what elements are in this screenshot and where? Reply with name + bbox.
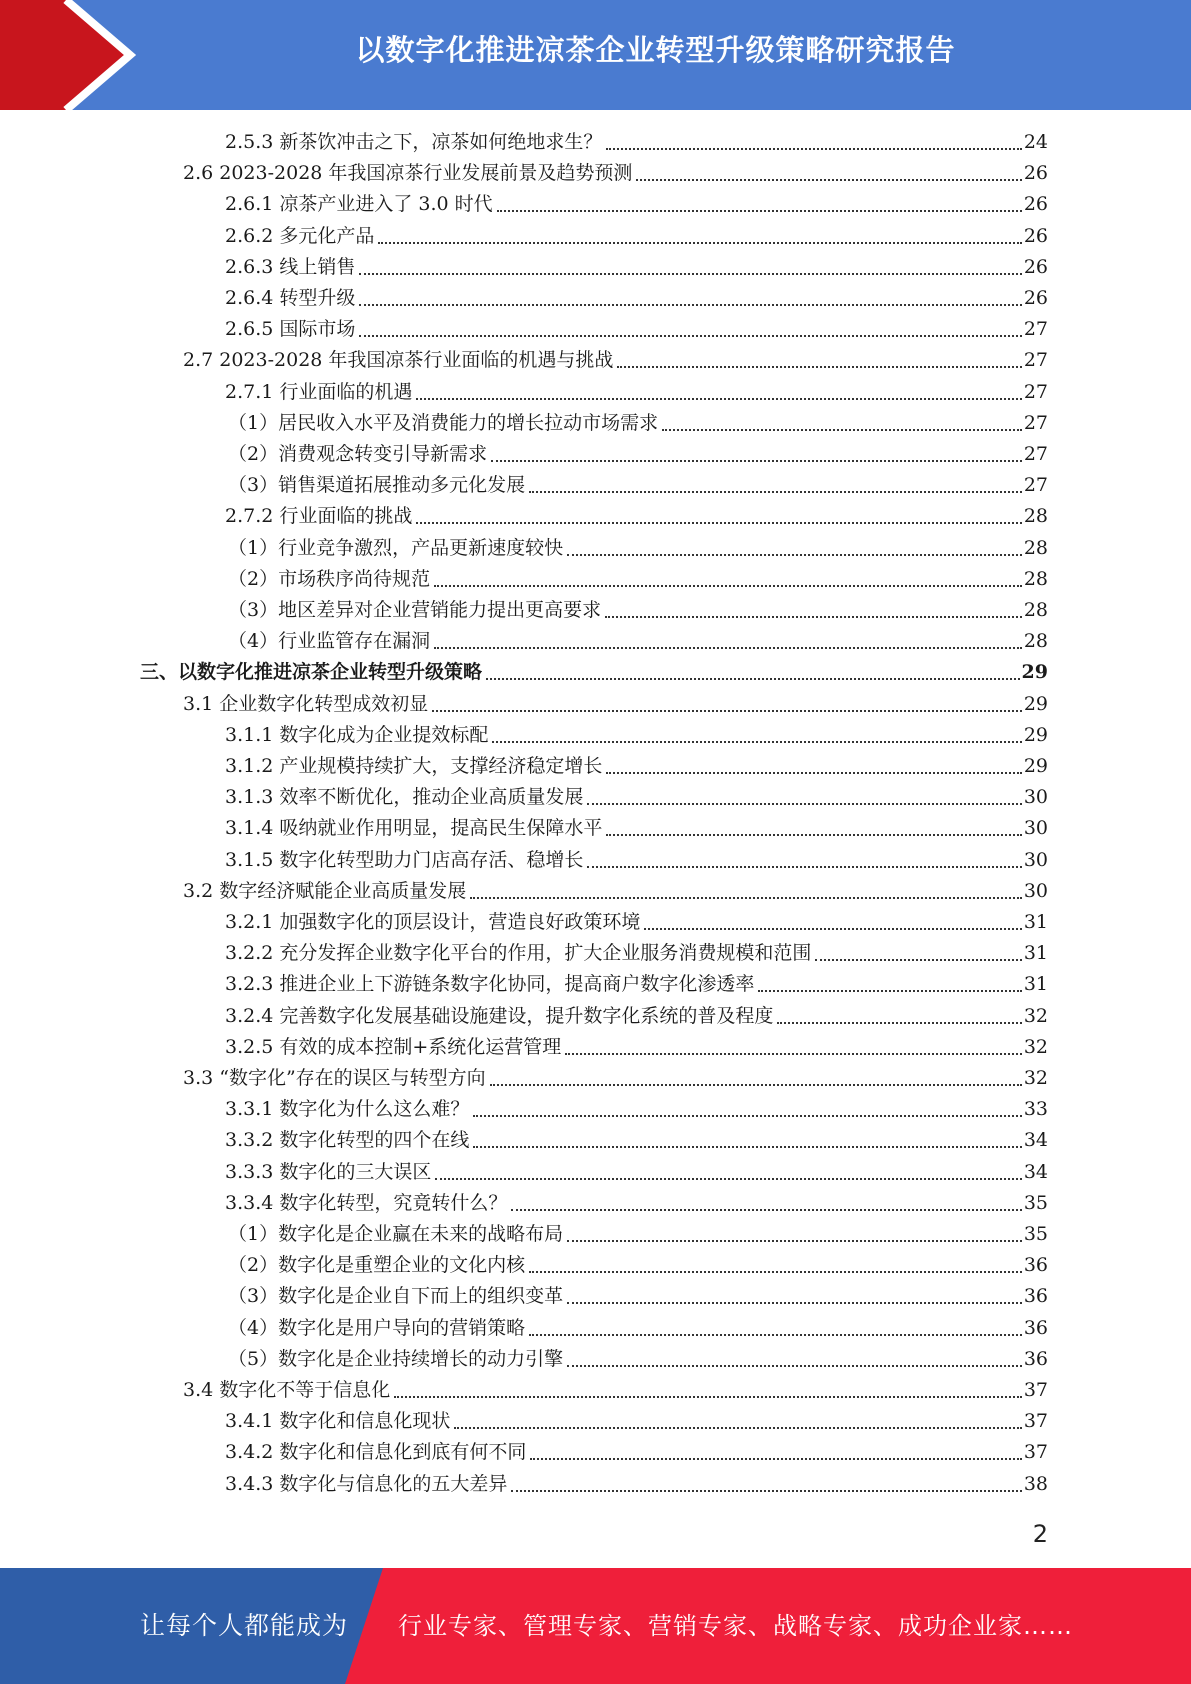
toc-entry-label: 三、以数字化推进凉茶企业转型升级策略	[140, 661, 483, 684]
toc-entry-page: 32	[1023, 1035, 1048, 1058]
toc-entry-label: （4）行业监管存在漏洞	[228, 630, 431, 653]
toc-entry[interactable]	[225, 314, 1048, 345]
toc-entry-label: （1）行业竞争激烈，产品更新速度较快	[228, 536, 564, 559]
toc-entry-page: 30	[1023, 848, 1048, 871]
toc-entry-label: （3）销售渠道拓展推动多元化发展	[228, 474, 526, 497]
toc-entry[interactable]	[225, 907, 1048, 938]
toc-leader-dots	[432, 710, 1022, 712]
toc-leader-dots	[486, 678, 1020, 680]
toc-leader-dots	[470, 897, 1022, 899]
toc-leader-dots	[473, 1115, 1021, 1117]
toc-entry-page: 34	[1023, 1160, 1048, 1183]
toc-leader-dots	[530, 1458, 1021, 1460]
toc-entry-label: 3.2.3 推进企业上下游链条数字化协同，提高商户数字化渗透率	[225, 973, 755, 996]
page-footer	[0, 1568, 1191, 1684]
toc-entry-label: 3.4.3 数字化与信息化的五大差异	[225, 1472, 508, 1495]
toc-entry[interactable]	[225, 969, 1048, 1000]
toc-entry-page: 36	[1023, 1347, 1048, 1370]
toc-entry-page: 26	[1023, 287, 1048, 309]
toc-entry[interactable]	[183, 1375, 1048, 1406]
toc-entry-page: 30	[1023, 817, 1048, 840]
toc-leader-dots	[529, 1334, 1022, 1336]
toc-entry-page: 28	[1023, 599, 1048, 621]
footer-slogan-right: 行业专家、管理专家、营销专家、战略专家、成功企业家……	[398, 1612, 1073, 1640]
toc-entry-page: 27	[1023, 474, 1048, 497]
toc-entry-label: （5）数字化是企业持续增长的动力引擎	[228, 1347, 564, 1370]
toc-entry-label: 2.6.4 转型升级	[225, 287, 356, 309]
toc-leader-dots	[644, 928, 1021, 930]
toc-leader-dots	[565, 1053, 1022, 1055]
toc-entry[interactable]	[183, 1063, 1048, 1094]
toc-entry-page: 28	[1023, 630, 1048, 653]
toc-entry-page: 37	[1023, 1379, 1048, 1401]
toc-entry-page: 30	[1023, 879, 1048, 902]
toc-entry-page: 26	[1023, 255, 1048, 278]
toc-entry-page: 30	[1023, 786, 1048, 809]
toc-entry-label: 3.3.3 数字化的三大误区	[225, 1160, 432, 1183]
toc-leader-dots	[416, 398, 1021, 400]
toc-entry[interactable]	[228, 564, 1048, 595]
toc-entry-label: 3.2 数字经济赋能企业高质量发展	[183, 879, 467, 902]
toc-entry-page: 36	[1023, 1285, 1048, 1308]
toc-entry-label: 3.4.1 数字化和信息化现状	[225, 1410, 451, 1433]
toc-entry[interactable]	[183, 345, 1048, 376]
toc-leader-dots	[567, 1302, 1022, 1304]
toc-leader-dots	[359, 273, 1021, 275]
toc-leader-dots	[359, 304, 1021, 306]
toc-leader-dots	[511, 1209, 1021, 1211]
toc-entry[interactable]	[225, 938, 1048, 969]
toc-leader-dots	[606, 148, 1021, 150]
toc-entry-label: 3.1.3 效率不断优化，推动企业高质量发展	[225, 786, 584, 809]
toc-leader-dots	[378, 242, 1021, 244]
toc-entry-page: 28	[1023, 567, 1048, 590]
toc-entry-label: 3.3.4 数字化转型，究竟转什么？	[225, 1191, 508, 1214]
toc-entry-label: 3.2.4 完善数字化发展基础设施建设，提升数字化系统的普及程度	[225, 1004, 774, 1027]
toc-entry-label: 3.3 “数字化”存在的误区与转型方向	[183, 1067, 486, 1089]
toc-leader-dots	[529, 491, 1022, 493]
toc-entry[interactable]	[225, 127, 1048, 158]
toc-entry[interactable]	[225, 501, 1048, 532]
page-header	[0, 0, 1191, 110]
toc-entry-label: 3.2.1 加强数字化的顶层设计，营造良好政策环境	[225, 911, 641, 933]
footer-slogan-left: 让每个人都能成为	[140, 1611, 349, 1640]
toc-entry-page: 38	[1023, 1472, 1048, 1495]
toc-entry[interactable]	[183, 158, 1048, 189]
toc-leader-dots	[606, 834, 1021, 836]
toc-leader-dots	[359, 335, 1021, 337]
toc-entry-label: （3）数字化是企业自下而上的组织变革	[228, 1285, 564, 1308]
toc-entry-label: 3.2.2 充分发挥企业数字化平台的作用，扩大企业服务消费规模和范围	[225, 942, 812, 965]
toc-entry[interactable]	[228, 533, 1048, 564]
toc-entry-page: 31	[1023, 942, 1048, 965]
report-title: 以数字化推进凉茶企业转型升级策略研究报告	[355, 33, 956, 67]
toc-entry[interactable]	[228, 1281, 1048, 1312]
toc-entry-label: 2.6 2023-2028 年我国凉茶行业发展前景及趋势预测	[183, 162, 633, 185]
toc-entry[interactable]	[228, 439, 1048, 470]
toc-leader-dots	[587, 803, 1021, 805]
toc-entry[interactable]	[225, 1001, 1048, 1032]
toc-entry-page: 31	[1023, 973, 1048, 996]
toc-entry-label: 2.6.2 多元化产品	[225, 224, 375, 247]
toc-leader-dots	[511, 1490, 1021, 1492]
toc-entry[interactable]	[183, 689, 1048, 720]
toc-entry[interactable]	[225, 1125, 1048, 1156]
toc-entry-label: （2）市场秩序尚待规范	[228, 567, 431, 590]
toc-entry-label: 3.2.5 有效的成本控制+系统化运营管理	[225, 1035, 562, 1058]
toc-entry-label: 3.1.1 数字化成为企业提效标配	[225, 723, 489, 746]
toc-entry-page: 32	[1023, 1067, 1048, 1089]
toc-leader-dots	[606, 772, 1021, 774]
toc-entry-label: 2.5.3 新茶饮冲击之下，凉茶如何绝地求生？	[225, 131, 603, 153]
toc-entry[interactable]	[225, 252, 1048, 283]
toc-leader-dots	[758, 990, 1021, 992]
toc-entry-page: 26	[1023, 162, 1048, 185]
toc-entry-page: 35	[1023, 1223, 1048, 1245]
toc-entry[interactable]	[225, 377, 1048, 408]
toc-leader-dots	[434, 647, 1022, 649]
toc-entry-label: 3.1.4 吸纳就业作用明显，提高民生保障水平	[225, 817, 603, 840]
toc-leader-dots	[490, 1084, 1022, 1086]
toc-entry-label: （3）地区差异对企业营销能力提出更高要求	[228, 599, 602, 621]
toc-leader-dots	[435, 1178, 1021, 1180]
toc-entry-label: 3.4 数字化不等于信息化	[183, 1379, 391, 1401]
toc-leader-dots	[617, 366, 1021, 368]
toc-entry-page: 34	[1023, 1129, 1048, 1152]
toc-leader-dots	[454, 1427, 1021, 1429]
toc-leader-dots	[491, 460, 1022, 462]
toc-entry-page: 27	[1023, 411, 1048, 434]
toc-entry[interactable]	[225, 1032, 1048, 1063]
toc-leader-dots	[567, 1365, 1022, 1367]
toc-entry[interactable]	[225, 751, 1048, 782]
toc-entry-page: 28	[1023, 536, 1048, 559]
toc-leader-dots	[416, 522, 1021, 524]
toc-entry-label: 2.7 2023-2028 年我国凉茶行业面临的机遇与挑战	[183, 349, 614, 372]
toc-entry-label: 3.4.2 数字化和信息化到底有何不同	[225, 1441, 527, 1464]
toc-entry[interactable]	[225, 1094, 1048, 1125]
toc-entry-page: 31	[1023, 911, 1048, 933]
toc-entry[interactable]	[225, 189, 1048, 220]
toc-entry[interactable]	[228, 1250, 1048, 1281]
toc-entry-page: 32	[1023, 1004, 1048, 1027]
toc-entry-label: 2.7.1 行业面临的机遇	[225, 380, 413, 403]
toc-entry[interactable]	[225, 782, 1048, 813]
toc-leader-dots	[497, 210, 1022, 212]
toc-entry[interactable]	[228, 470, 1048, 501]
toc-entry-page: 24	[1023, 131, 1048, 153]
toc-entry-page: 27	[1023, 349, 1048, 372]
toc-entry-page: 29	[1023, 755, 1048, 777]
toc-entry-label: 3.1 企业数字化转型成效初显	[183, 692, 429, 715]
toc-entry[interactable]	[225, 283, 1048, 314]
toc-entry-label: （1）数字化是企业赢在未来的战略布局	[228, 1223, 564, 1245]
toc-leader-dots	[567, 1240, 1022, 1242]
toc-entry-label: （2）数字化是重塑企业的文化内核	[228, 1254, 526, 1277]
toc-entry[interactable]	[225, 1188, 1048, 1219]
toc-entry[interactable]	[140, 657, 1048, 688]
toc-entry-page: 26	[1023, 224, 1048, 247]
toc-leader-dots	[662, 429, 1022, 431]
toc-entry-page: 28	[1023, 505, 1048, 528]
toc-entry[interactable]	[225, 720, 1048, 751]
toc-entry-page: 27	[1023, 443, 1048, 465]
toc-entry-label: （2）消费观念转变引导新需求	[228, 443, 488, 465]
toc-entry-label: 3.1.5 数字化转型助力门店高存活、稳增长	[225, 848, 584, 871]
toc-entry[interactable]	[183, 876, 1048, 907]
toc-leader-dots	[605, 616, 1022, 618]
toc-entry-page: 37	[1023, 1410, 1048, 1433]
toc-entry[interactable]	[228, 1219, 1048, 1250]
toc-entry-page: 29	[1021, 661, 1048, 684]
toc-leader-dots	[777, 1022, 1021, 1024]
toc-entry-page: 29	[1023, 692, 1048, 715]
toc-entry-label: （4）数字化是用户导向的营销策略	[228, 1316, 526, 1339]
toc-entry[interactable]	[225, 845, 1048, 876]
toc-entry-label: 2.6.1 凉茶产业进入了 3.0 时代	[225, 193, 493, 216]
toc-entry[interactable]	[225, 813, 1048, 844]
toc-entry-page: 29	[1023, 723, 1048, 746]
toc-entry-label: 2.6.3 线上销售	[225, 255, 356, 278]
toc-entry-page: 36	[1023, 1254, 1048, 1277]
toc-entry-page: 27	[1023, 380, 1048, 403]
toc-leader-dots	[492, 741, 1021, 743]
toc-entry[interactable]	[225, 1469, 1048, 1500]
toc-entry[interactable]	[228, 1313, 1048, 1344]
toc-leader-dots	[434, 585, 1022, 587]
toc-entry-label: 3.1.2 产业规模持续扩大，支撑经济稳定增长	[225, 755, 603, 777]
toc-entry-label: 2.6.5 国际市场	[225, 318, 356, 341]
toc-leader-dots	[636, 179, 1021, 181]
toc-leader-dots	[567, 554, 1022, 556]
toc-entry[interactable]	[228, 595, 1048, 626]
header-arrow-decoration	[0, 0, 160, 110]
toc-entry-page: 33	[1023, 1098, 1048, 1121]
toc-entry-page: 26	[1023, 193, 1048, 216]
toc-entry[interactable]	[228, 1344, 1048, 1375]
toc-leader-dots	[815, 959, 1021, 961]
toc-entry-label: 2.7.2 行业面临的挑战	[225, 505, 413, 528]
toc-leader-dots	[529, 1271, 1022, 1273]
toc-entry[interactable]	[225, 221, 1048, 252]
toc-entry[interactable]	[228, 626, 1048, 657]
toc-entry[interactable]	[225, 1157, 1048, 1188]
toc-entry-page: 36	[1023, 1316, 1048, 1339]
toc-leader-dots	[587, 866, 1021, 868]
toc-entry-page: 35	[1023, 1191, 1048, 1214]
page-number: 2	[1032, 1520, 1048, 1548]
toc-entry-page: 27	[1023, 318, 1048, 341]
toc-entry-page: 37	[1023, 1441, 1048, 1464]
toc-leader-dots	[473, 1146, 1021, 1148]
toc-entry[interactable]	[225, 1437, 1048, 1468]
toc-leader-dots	[394, 1396, 1022, 1398]
toc-entry-label: 3.3.2 数字化转型的四个在线	[225, 1129, 470, 1152]
toc-entry[interactable]	[228, 408, 1048, 439]
toc-entry-label: 3.3.1 数字化为什么这么难？	[225, 1098, 470, 1121]
toc-entry[interactable]	[225, 1406, 1048, 1437]
toc-entry-label: （1）居民收入水平及消费能力的增长拉动市场需求	[228, 411, 659, 434]
